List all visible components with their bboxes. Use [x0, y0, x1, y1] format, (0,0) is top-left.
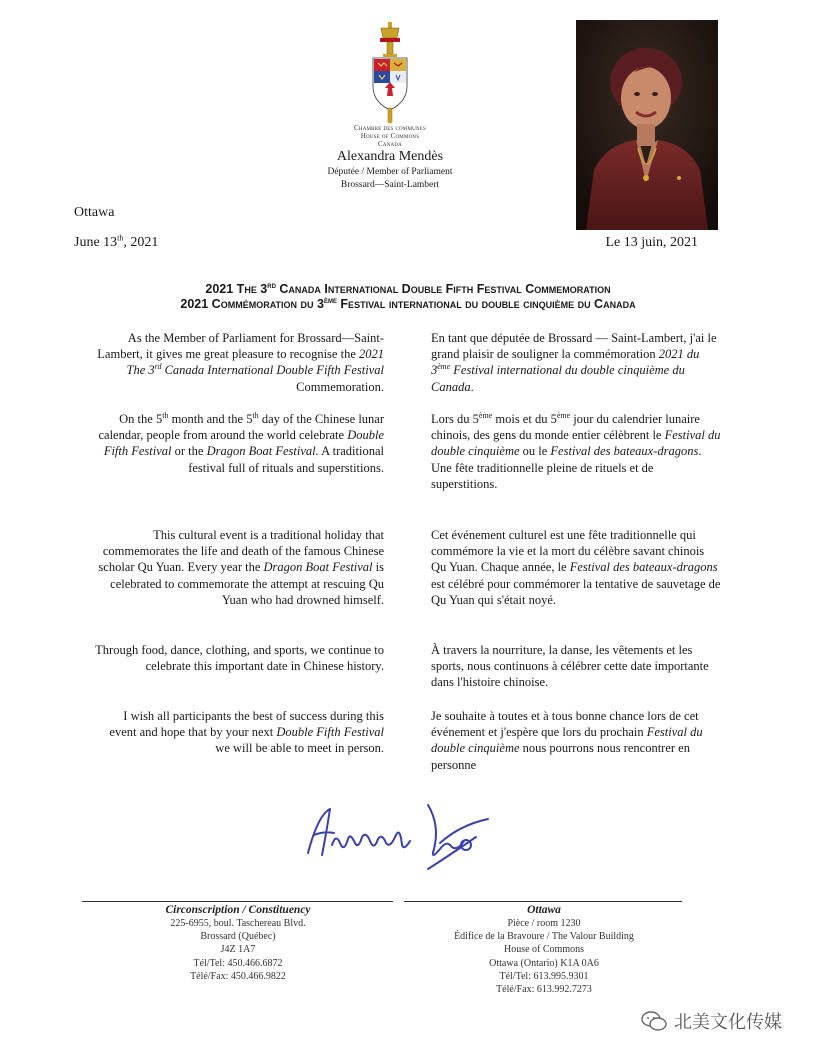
address-line: Ottawa (Ontario) K1A 0A6: [489, 957, 599, 969]
phone-line: Tél/Tel: 450.466.6872: [193, 957, 283, 969]
french-paragraph-1: En tant que députée de Brossard — Saint-Lambert, j'ai le grand plaisir de souligner la commémoration 2021 du 3ème Festival international du double cinquième du Canada.: [431, 331, 717, 394]
french-paragraph-5: Je souhaite à toutes et à tous bonne chance lors de cet événement et j'espère que lors du prochain Festival du double cinquième nous pourrons nous rencontrer en personne: [431, 709, 703, 772]
french-paragraph-4: À travers la nourriture, la danse, les vêtements et les sports, nous continuons à célébrer cette date importante dans l'histoire chinoise.: [431, 643, 709, 690]
footer-rule-right: [404, 901, 682, 902]
address-line: 225-6955, boul. Taschereau Blvd.: [170, 918, 306, 929]
french-paragraph-3: Cet événement culturel est une fête traditionnelle qui commémore la vie et la mort du célèbre savant chinois Qu Yuan. Chaque année, le Festival des bateaux-dragons est célébré pour commémorer la tentative de sauvetage de Qu Yuan qui s'était noyé.: [431, 528, 721, 607]
ottawa-office-title: Ottawa: [527, 904, 561, 916]
address-line: Édifice de la Bravoure / The Valour Building: [454, 931, 634, 943]
date-english: June 13th, 2021: [74, 233, 159, 250]
title-french: 2021 Commémoration du 3ème Festival international du double cinquième du Canada: [180, 295, 636, 311]
fax-line: Télé/Fax: 450.466.9822: [190, 970, 286, 982]
english-paragraph-5: I wish all participants the best of success during this event and hope that by your next Double Fifth Festival we will be able to meet in person.: [109, 709, 384, 756]
house-of-commons-crest-icon: [365, 20, 415, 124]
wechat-watermark: [640, 1008, 800, 1034]
date-french: Le 13 juin, 2021: [605, 235, 698, 250]
constituency-office-title: Circonscription / Constituency: [165, 904, 311, 916]
fax-line: Télé/Fax: 613.992.7273: [496, 984, 592, 996]
mp-name: Alexandra Mendès: [336, 149, 444, 164]
watermark-text: 北美文化传媒: [674, 1012, 782, 1033]
title-english: 2021 The 3rd Canada International Double Fifth Festival Commemoration: [205, 280, 611, 296]
french-paragraph-2: Lors du 5ème mois et du 5ème jour du calendrier lunaire chinois, des gens du monde entier célèbrent le Festival du double cinquième ou le Festival des bateaux-dragons. Une fête traditionnelle pleine de rituels et de superstitions.: [431, 410, 721, 491]
address-line: J4Z 1A7: [220, 944, 256, 956]
english-paragraph-2: On the 5th month and the 5th day of the Chinese lunar calendar, people from around the world celebrate Double Fifth Festival or the Dragon Boat Festival. A traditional festival full of rituals and superstitions.: [98, 410, 384, 475]
letter-city: Ottawa: [74, 205, 115, 220]
address-line: Brossard (Québec): [200, 931, 276, 943]
portrait-photo: [576, 20, 718, 230]
chamber-line-country: Canada: [378, 140, 402, 148]
wechat-icon: [640, 1010, 668, 1032]
address-line: Pièce / room 1230: [507, 918, 581, 929]
chamber-line-en: House of Commons: [360, 132, 420, 140]
address-line: House of Commons: [504, 944, 584, 956]
mp-riding: Brossard—Saint-Lambert: [340, 180, 440, 190]
english-paragraph-3: This cultural event is a traditional holiday that commemorates the life and death of the famous Chinese scholar Qu Yuan. Every year the Dragon Boat Festival is celebrated to commemorate the attempt at rescuing Qu Yuan who had drowned himself.: [98, 528, 384, 607]
footer-rule-left: [82, 901, 393, 902]
phone-line: Tél/Tel: 613.995.9301: [499, 970, 589, 982]
english-paragraph-1: As the Member of Parliament for Brossard—Saint-Lambert, it gives me great pleasure to recognise the 2021 The 3rd Canada International Double Fifth Festival Commemoration.: [97, 331, 384, 394]
chamber-caption: [300, 124, 480, 148]
chamber-line-fr: Chambre des communes: [354, 124, 426, 132]
english-paragraph-4: Through food, dance, clothing, and sports, we continue to celebrate this important date in Chinese history.: [95, 643, 384, 674]
constituency-office-address: [140, 903, 336, 983]
mp-title: Députée / Member of Parliament: [327, 167, 453, 177]
ottawa-office-address: [446, 903, 642, 996]
handwritten-signature: [300, 795, 500, 875]
